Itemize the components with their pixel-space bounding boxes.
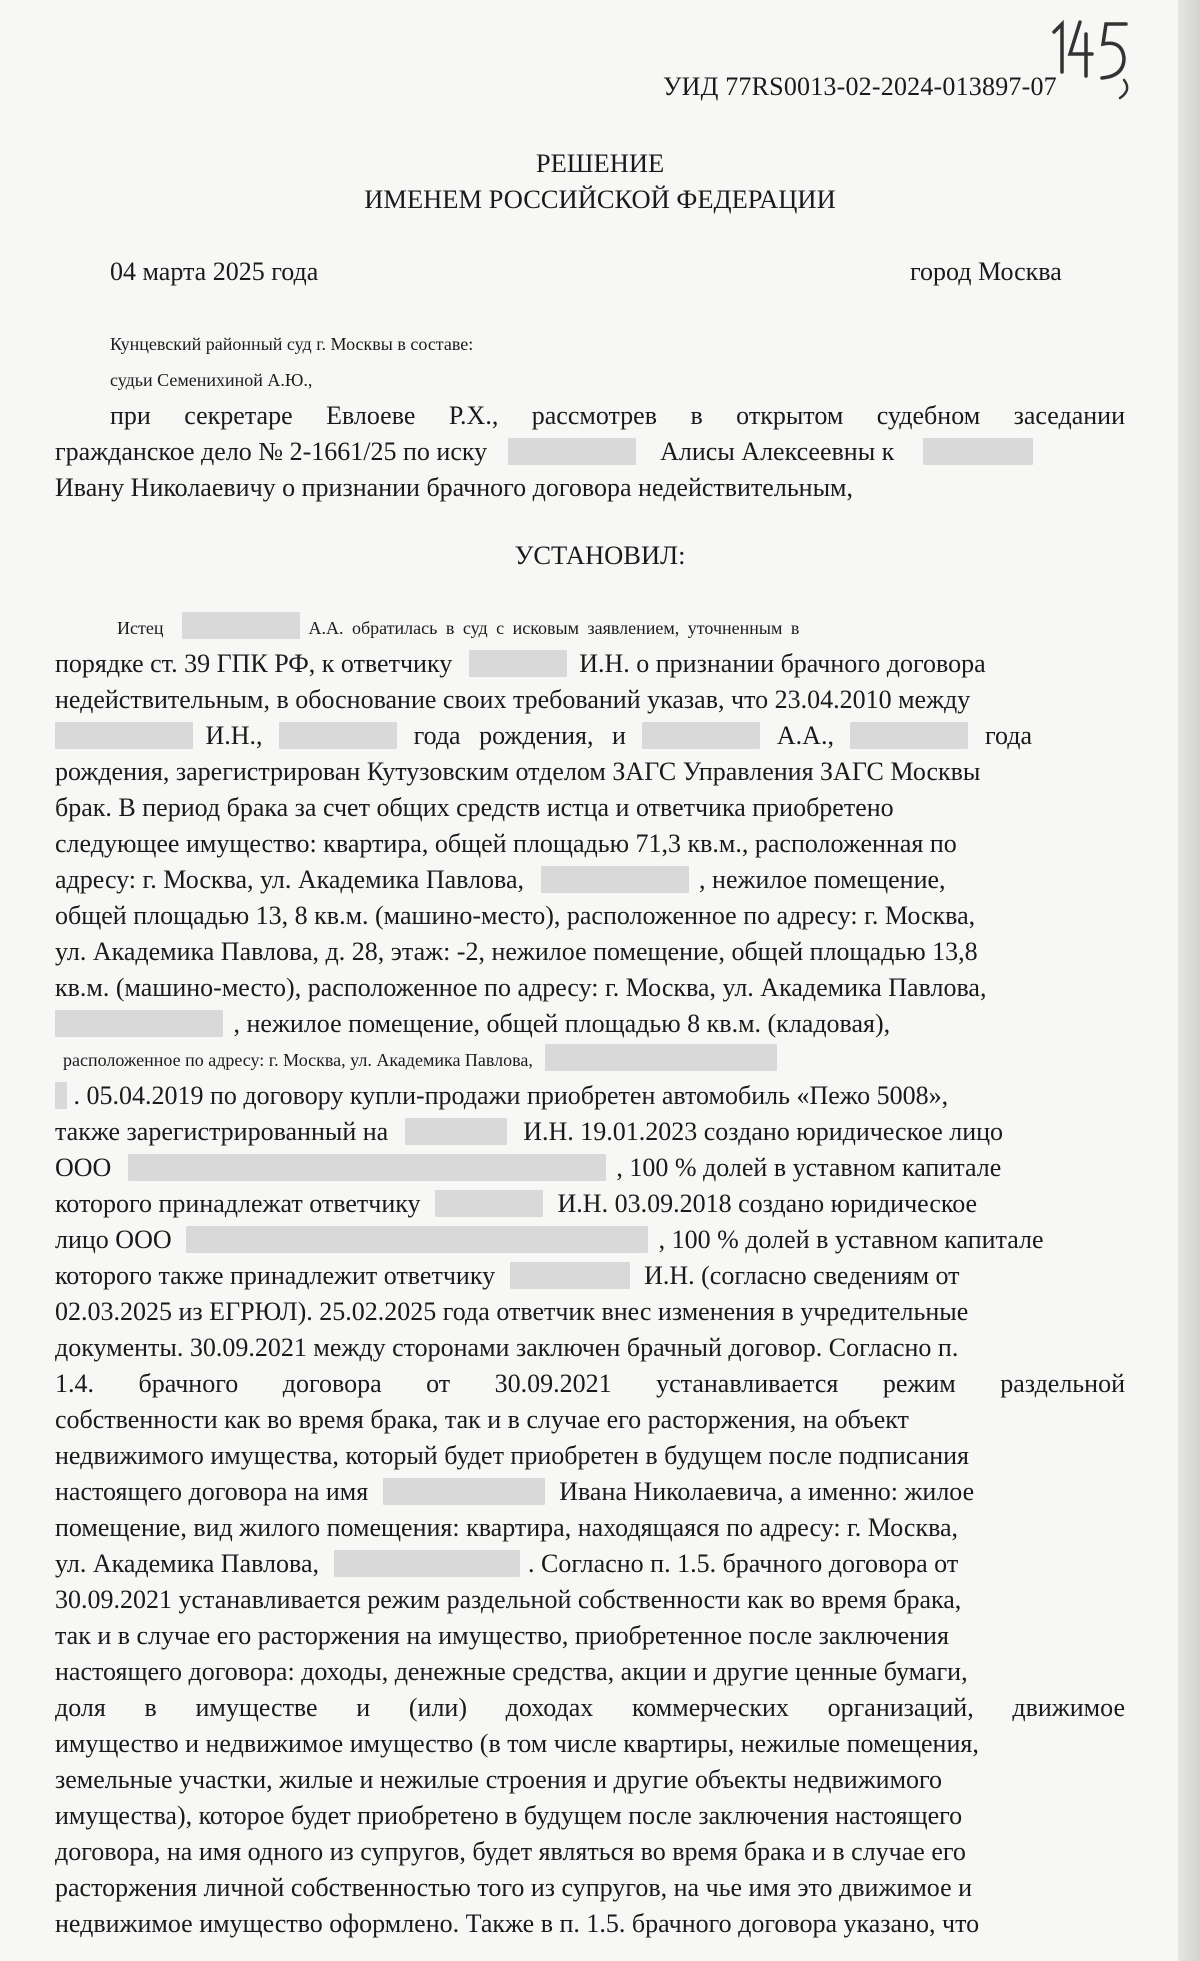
text-fragment: , нежилое помещение, bbox=[699, 865, 946, 894]
redaction-block bbox=[383, 1478, 545, 1505]
text-fragment: настоящего договора на имя bbox=[55, 1477, 369, 1506]
redaction-block bbox=[545, 1044, 777, 1071]
text-fragment: , 100 % долей в уставном капитале bbox=[616, 1153, 1002, 1182]
text-fragment: . 05.04.2019 по договору купли-продажи приобретен автомобиль «Пежо 5008», bbox=[73, 1081, 949, 1110]
text-line: 30.09.2021 устанавливается режим раздельной собственности как во время брака, bbox=[55, 1585, 962, 1614]
text-line bbox=[55, 720, 1125, 752]
text-line: недвижимое имущество оформлено. Также в п. 1.5. брачного договора указано, что bbox=[55, 1909, 980, 1938]
text-line bbox=[55, 1188, 1125, 1220]
text-fragment: которого принадлежат ответчику bbox=[55, 1189, 421, 1218]
text-line: расторжения личной собственностью того из супругов, на чье имя это движимое и bbox=[55, 1873, 973, 1902]
redaction-block bbox=[850, 722, 968, 749]
text-line: имущества), которое будет приобретено в будущем после заключения настоящего bbox=[55, 1801, 963, 1830]
redaction-block bbox=[279, 722, 397, 749]
text-fragment: И.Н. (согласно сведениям от bbox=[644, 1261, 960, 1290]
redaction-block bbox=[55, 1010, 223, 1037]
redaction-block bbox=[182, 612, 300, 639]
scan-edge bbox=[1178, 0, 1200, 1961]
text-fragment: года рождения, и bbox=[413, 721, 626, 750]
redaction-block bbox=[128, 1154, 606, 1181]
text-line: помещение, вид жилого помещения: квартира, находящаяся по адресу: г. Москва, bbox=[55, 1513, 959, 1542]
text-fragment: ул. Академика Павлова, bbox=[55, 1549, 319, 1578]
text-fragment: года bbox=[984, 721, 1032, 750]
text-fragment: ООО bbox=[55, 1153, 112, 1182]
text-line bbox=[55, 436, 1125, 468]
redaction-block bbox=[508, 438, 636, 465]
decision-city: город Москва bbox=[910, 257, 1062, 286]
document-subtitle: ИМЕНЕМ РОССИЙСКОЙ ФЕДЕРАЦИИ bbox=[364, 184, 836, 214]
text-line bbox=[55, 1008, 1125, 1040]
text-line bbox=[55, 1152, 1125, 1184]
text-line bbox=[55, 648, 1125, 680]
text-line: имущество и недвижимое имущество (в том числе квартиры, нежилые помещения, bbox=[55, 1729, 979, 1758]
text-fragment: , 100 % долей в уставном капитале bbox=[658, 1225, 1044, 1254]
text-fragment: Алисы Алексеевны к bbox=[660, 437, 895, 466]
text-line bbox=[55, 1116, 1125, 1148]
redaction-block bbox=[55, 1082, 67, 1109]
text-line: брак. В период брака за счет общих средств истца и ответчика приобретено bbox=[55, 793, 894, 822]
text-line bbox=[55, 1080, 1125, 1112]
text-line bbox=[55, 1476, 1125, 1508]
text-line: следующее имущество: квартира, общей площадью 71,3 кв.м., расположенная по bbox=[55, 829, 957, 858]
text-fragment: , нежилое помещение, общей площадью 8 кв.м. (кладовая), bbox=[233, 1009, 891, 1038]
document-title: РЕШЕНИЕ bbox=[535, 148, 665, 178]
redaction-block bbox=[334, 1550, 520, 1577]
text-line: 1.4. брачного договора от 30.09.2021 устанавливается режим раздельной bbox=[55, 1369, 1125, 1398]
redaction-block bbox=[405, 1118, 507, 1145]
text-fragment: И.Н., bbox=[205, 721, 263, 750]
redaction-block bbox=[55, 722, 193, 749]
text-line: так и в случае его расторжения на имущество, приобретенное после заключения bbox=[55, 1621, 949, 1650]
text-line: договора, на имя одного из супругов, будет являться во время брака и в случае его bbox=[55, 1837, 966, 1866]
text-line bbox=[63, 1044, 1133, 1076]
text-fragment: которого также принадлежит ответчику bbox=[55, 1261, 496, 1290]
section-heading: УСТАНОВИЛ: bbox=[514, 540, 686, 570]
text-line bbox=[117, 612, 1187, 644]
text-line: земельные участки, жилые и нежилые строения и другие объекты недвижимого bbox=[55, 1765, 943, 1794]
text-fragment: лицо ООО bbox=[55, 1225, 172, 1254]
decision-date: 04 марта 2025 года bbox=[110, 257, 319, 286]
text-line: ул. Академика Павлова, д. 28, этаж: -2, нежилое помещение, общей площадью 13,8 bbox=[55, 937, 978, 966]
text-fragment: расположенное по адресу: г. Москва, ул. Академика Павлова, bbox=[63, 1050, 533, 1070]
text-fragment: А.А., bbox=[776, 721, 834, 750]
text-line: рождения, зарегистрирован Кутузовским отделом ЗАГС Управления ЗАГС Москвы bbox=[55, 757, 981, 786]
text-line: доля в имуществе и (или) доходах коммерческих организаций, движимое bbox=[55, 1693, 1125, 1722]
text-fragment: также зарегистрированный на bbox=[55, 1117, 389, 1146]
redaction-block bbox=[541, 866, 689, 893]
redaction-block bbox=[510, 1262, 630, 1289]
text-line: Ивану Николаевичу о признании брачного договора недействительным, bbox=[55, 473, 854, 502]
text-line: Кунцевский районный суд г. Москвы в составе: bbox=[110, 334, 474, 354]
text-line bbox=[55, 864, 1125, 896]
text-line: собственности как во время брака, так и в случае его расторжения, на объект bbox=[55, 1405, 909, 1434]
redaction-block bbox=[435, 1190, 543, 1217]
redaction-block bbox=[923, 438, 1033, 465]
redaction-block bbox=[642, 722, 760, 749]
text-fragment: . Согласно п. 1.5. брачного договора от bbox=[528, 1549, 959, 1578]
text-fragment: гражданское дело № 2-1661/25 по иску bbox=[55, 437, 488, 466]
text-line bbox=[55, 1260, 1125, 1292]
text-fragment: адресу: г. Москва, ул. Академика Павлова, bbox=[55, 865, 525, 894]
text-line: 02.03.2025 из ЕГРЮЛ). 25.02.2025 года ответчик внес изменения в учредительные bbox=[55, 1297, 969, 1326]
text-line: при секретаре Евлоеве Р.Х., рассмотрев в открытом судебном заседании bbox=[110, 401, 1125, 430]
text-fragment: А.А. обратилась в суд с исковым заявлением, уточненным в bbox=[308, 618, 800, 638]
text-line: общей площадью 13, 8 кв.м. (машино-место), расположенное по адресу: г. Москва, bbox=[55, 901, 976, 930]
text-line: кв.м. (машино-место), расположенное по адресу: г. Москва, ул. Академика Павлова, bbox=[55, 973, 987, 1002]
text-line: судьи Семенихиной А.Ю., bbox=[110, 370, 313, 390]
text-fragment: И.Н. о признании брачного договора bbox=[579, 649, 986, 678]
redaction-block bbox=[469, 650, 567, 677]
text-line bbox=[55, 1224, 1125, 1256]
text-line: недействительным, в обоснование своих требований указав, что 23.04.2010 между bbox=[55, 685, 971, 714]
text-fragment: порядке ст. 39 ГПК РФ, к ответчику bbox=[55, 649, 453, 678]
text-line: документы. 30.09.2021 между сторонами заключен брачный договор. Согласно п. bbox=[55, 1333, 959, 1362]
text-fragment: Ивана Николаевича, а именно: жилое bbox=[559, 1477, 975, 1506]
text-line: настоящего договора: доходы, денежные средства, акции и другие ценные бумаги, bbox=[55, 1657, 968, 1686]
text-fragment: Истец bbox=[117, 618, 164, 638]
text-fragment: И.Н. 03.09.2018 создано юридическое bbox=[557, 1189, 978, 1218]
case-uid: УИД 77RS0013-02-2024-013897-07 bbox=[663, 72, 1057, 101]
redaction-block bbox=[186, 1226, 648, 1253]
text-line bbox=[55, 1548, 1125, 1580]
text-line: недвижимого имущества, который будет приобретен в будущем после подписания bbox=[55, 1441, 969, 1470]
text-fragment: И.Н. 19.01.2023 создано юридическое лицо bbox=[523, 1117, 1004, 1146]
